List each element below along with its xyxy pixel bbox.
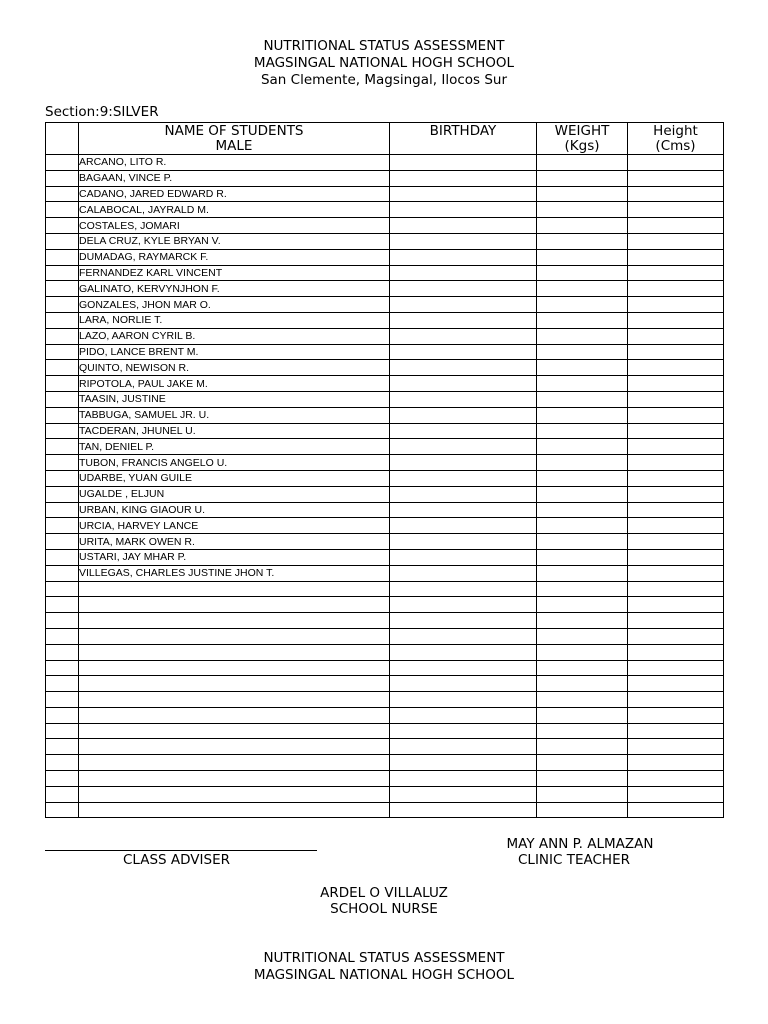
- birthday-cell: [390, 739, 537, 755]
- student-name-cell: FERNANDEZ KARL VINCENT: [79, 265, 390, 281]
- table-row: [46, 486, 724, 502]
- height-cell: [628, 707, 724, 723]
- student-table-body: [46, 155, 724, 818]
- row-number-cell: [46, 534, 79, 550]
- height-cell: [628, 455, 724, 471]
- table-row: [46, 502, 724, 518]
- birthday-cell: [390, 755, 537, 771]
- row-number-cell: [46, 202, 79, 218]
- height-cell: [628, 470, 724, 486]
- row-number-cell: [46, 186, 79, 202]
- row-number-cell: [46, 628, 79, 644]
- height-cell: [628, 297, 724, 313]
- student-name-cell: CADANO, JARED EDWARD R.: [79, 186, 390, 202]
- weight-cell: [537, 581, 628, 597]
- height-cell: [628, 676, 724, 692]
- row-number-cell: [46, 249, 79, 265]
- table-row: [46, 186, 724, 202]
- birthday-cell: [390, 218, 537, 234]
- weight-cell: [537, 391, 628, 407]
- height-cell: [628, 344, 724, 360]
- weight-cell: [537, 249, 628, 265]
- birthday-cell: [390, 312, 537, 328]
- birthday-cell: [390, 676, 537, 692]
- row-number-cell: [46, 692, 79, 708]
- row-number-cell: [46, 739, 79, 755]
- student-name-cell: TACDERAN, JHUNEL U.: [79, 423, 390, 439]
- name-column-header: [79, 123, 390, 155]
- student-name-cell: [79, 739, 390, 755]
- weight-cell: [537, 297, 628, 313]
- birthday-cell: [390, 786, 537, 802]
- weight-cell: [537, 470, 628, 486]
- table-row: [46, 660, 724, 676]
- weight-cell: [537, 502, 628, 518]
- row-number-cell: [46, 407, 79, 423]
- row-number-cell: [46, 312, 79, 328]
- row-number-cell: [46, 786, 79, 802]
- weight-cell: [537, 534, 628, 550]
- student-name-cell: [79, 707, 390, 723]
- weight-cell: [537, 265, 628, 281]
- student-table: [45, 122, 724, 818]
- gender-header-label: MALE: [215, 138, 253, 154]
- row-number-cell: [46, 771, 79, 787]
- table-row: [46, 202, 724, 218]
- row-number-cell: [46, 581, 79, 597]
- row-number-cell: [46, 439, 79, 455]
- table-row: [46, 692, 724, 708]
- height-cell: [628, 723, 724, 739]
- table-row: [46, 565, 724, 581]
- height-cell: [628, 218, 724, 234]
- school-address: San Clemente, Magsingal, Ilocos Sur: [260, 72, 508, 88]
- table-row: [46, 676, 724, 692]
- table-row: [46, 739, 724, 755]
- birthday-cell: [390, 249, 537, 265]
- student-name-cell: ARCANO, LITO R.: [79, 155, 390, 171]
- number-column-header: [46, 123, 79, 155]
- birthday-cell: [390, 518, 537, 534]
- height-cell: [628, 802, 724, 818]
- height-cell: [628, 423, 724, 439]
- row-number-cell: [46, 328, 79, 344]
- weight-cell: [537, 802, 628, 818]
- height-cell: [628, 281, 724, 297]
- table-row: [46, 771, 724, 787]
- table-row: [46, 218, 724, 234]
- height-cell: [628, 581, 724, 597]
- weight-cell: [537, 692, 628, 708]
- weight-cell: [537, 312, 628, 328]
- height-cell: [628, 755, 724, 771]
- student-name-cell: [79, 676, 390, 692]
- student-name-cell: URBAN, KING GIAOUR U.: [79, 502, 390, 518]
- table-row: [46, 518, 724, 534]
- weight-unit-label: (Kgs): [564, 138, 600, 154]
- height-cell: [628, 518, 724, 534]
- row-number-cell: [46, 297, 79, 313]
- height-cell: [628, 407, 724, 423]
- student-name-cell: USTARI, JAY MHAR P.: [79, 549, 390, 565]
- row-number-cell: [46, 170, 79, 186]
- student-name-cell: TAN, DENIEL P.: [79, 439, 390, 455]
- height-cell: [628, 376, 724, 392]
- table-row: [46, 328, 724, 344]
- row-number-cell: [46, 660, 79, 676]
- student-name-cell: DELA CRUZ, KYLE BRYAN V.: [79, 233, 390, 249]
- height-cell: [628, 265, 724, 281]
- weight-cell: [537, 186, 628, 202]
- row-number-cell: [46, 565, 79, 581]
- height-unit-label: (Cms): [655, 138, 696, 154]
- height-cell: [628, 597, 724, 613]
- height-cell: [628, 233, 724, 249]
- birthday-cell: [390, 281, 537, 297]
- table-row: [46, 628, 724, 644]
- birthday-cell: [390, 470, 537, 486]
- weight-cell: [537, 407, 628, 423]
- weight-cell: [537, 707, 628, 723]
- row-number-cell: [46, 502, 79, 518]
- student-name-cell: TUBON, FRANCIS ANGELO U.: [79, 455, 390, 471]
- weight-column-header: [537, 123, 628, 155]
- row-number-cell: [46, 218, 79, 234]
- birthday-cell: [390, 486, 537, 502]
- section-label: Section:9:SILVER: [45, 104, 159, 120]
- student-name-cell: RIPOTOLA, PAUL JAKE M.: [79, 376, 390, 392]
- birthday-cell: [390, 344, 537, 360]
- name-header-label: NAME OF STUDENTS: [164, 123, 304, 139]
- table-row: [46, 360, 724, 376]
- student-name-cell: GONZALES, JHON MAR O.: [79, 297, 390, 313]
- birthday-column-header: [390, 123, 537, 155]
- weight-cell: [537, 360, 628, 376]
- birthday-cell: [390, 407, 537, 423]
- table-row: [46, 344, 724, 360]
- table-row: [46, 534, 724, 550]
- student-name-cell: DUMADAG, RAYMARCK F.: [79, 249, 390, 265]
- student-name-cell: [79, 660, 390, 676]
- table-row: [46, 455, 724, 471]
- weight-cell: [537, 455, 628, 471]
- birthday-cell: [390, 439, 537, 455]
- school-name: MAGSINGAL NATIONAL HOGH SCHOOL: [253, 55, 515, 71]
- birthday-cell: [390, 534, 537, 550]
- table-row: [46, 407, 724, 423]
- student-name-cell: [79, 786, 390, 802]
- weight-cell: [537, 676, 628, 692]
- student-name-cell: PIDO, LANCE BRENT M.: [79, 344, 390, 360]
- row-number-cell: [46, 470, 79, 486]
- weight-cell: [537, 281, 628, 297]
- weight-cell: [537, 723, 628, 739]
- student-name-cell: [79, 723, 390, 739]
- student-name-cell: [79, 755, 390, 771]
- row-number-cell: [46, 755, 79, 771]
- weight-cell: [537, 549, 628, 565]
- birthday-cell: [390, 455, 537, 471]
- height-cell: [628, 391, 724, 407]
- row-number-cell: [46, 155, 79, 171]
- table-row: [46, 549, 724, 565]
- row-number-cell: [46, 613, 79, 629]
- table-row: [46, 439, 724, 455]
- weight-cell: [537, 518, 628, 534]
- weight-cell: [537, 755, 628, 771]
- height-cell: [628, 502, 724, 518]
- table-row: [46, 423, 724, 439]
- birthday-cell: [390, 723, 537, 739]
- birthday-cell: [390, 265, 537, 281]
- table-row: [46, 233, 724, 249]
- weight-cell: [537, 739, 628, 755]
- row-number-cell: [46, 486, 79, 502]
- table-row: [46, 613, 724, 629]
- class-adviser-signature-line: [45, 850, 317, 851]
- row-number-cell: [46, 423, 79, 439]
- row-number-cell: [46, 265, 79, 281]
- table-row: [46, 723, 724, 739]
- student-name-cell: GALINATO, KERVYNJHON F.: [79, 281, 390, 297]
- student-name-cell: [79, 581, 390, 597]
- birthday-cell: [390, 597, 537, 613]
- student-name-cell: UGALDE , ELJUN: [79, 486, 390, 502]
- weight-cell: [537, 771, 628, 787]
- birthday-cell: [390, 613, 537, 629]
- birthday-cell: [390, 581, 537, 597]
- weight-cell: [537, 628, 628, 644]
- height-cell: [628, 312, 724, 328]
- weight-cell: [537, 644, 628, 660]
- row-number-cell: [46, 376, 79, 392]
- height-cell: [628, 613, 724, 629]
- student-name-cell: [79, 613, 390, 629]
- row-number-cell: [46, 549, 79, 565]
- birthday-cell: [390, 660, 537, 676]
- table-row: [46, 786, 724, 802]
- weight-cell: [537, 786, 628, 802]
- weight-cell: [537, 660, 628, 676]
- height-cell: [628, 439, 724, 455]
- birthday-cell: [390, 771, 537, 787]
- height-column-header: [628, 123, 724, 155]
- table-row: [46, 297, 724, 313]
- student-name-cell: BAGAAN, VINCE P.: [79, 170, 390, 186]
- table-header-row: [46, 123, 724, 155]
- weight-cell: [537, 597, 628, 613]
- footer-title: NUTRITIONAL STATUS ASSESSMENT: [263, 950, 505, 966]
- student-name-cell: [79, 802, 390, 818]
- weight-cell: [537, 202, 628, 218]
- table-row: [46, 802, 724, 818]
- row-number-cell: [46, 455, 79, 471]
- table-row: [46, 249, 724, 265]
- school-nurse-label: SCHOOL NURSE: [330, 901, 438, 917]
- table-row: [46, 170, 724, 186]
- table-row: [46, 281, 724, 297]
- weight-cell: [537, 155, 628, 171]
- weight-cell: [537, 233, 628, 249]
- birthday-cell: [390, 644, 537, 660]
- student-name-cell: COSTALES, JOMARI: [79, 218, 390, 234]
- height-cell: [628, 771, 724, 787]
- birthday-cell: [390, 549, 537, 565]
- height-cell: [628, 644, 724, 660]
- row-number-cell: [46, 707, 79, 723]
- student-name-cell: QUINTO, NEWISON R.: [79, 360, 390, 376]
- student-name-cell: UDARBE, YUAN GUILE: [79, 470, 390, 486]
- student-name-cell: [79, 628, 390, 644]
- student-name-cell: URCIA, HARVEY LANCE: [79, 518, 390, 534]
- height-header-label: Height: [653, 123, 698, 139]
- height-cell: [628, 202, 724, 218]
- table-row: [46, 707, 724, 723]
- height-cell: [628, 692, 724, 708]
- student-name-cell: [79, 644, 390, 660]
- birthday-cell: [390, 391, 537, 407]
- height-cell: [628, 628, 724, 644]
- table-row: [46, 644, 724, 660]
- height-cell: [628, 549, 724, 565]
- height-cell: [628, 660, 724, 676]
- weight-cell: [537, 328, 628, 344]
- weight-cell: [537, 218, 628, 234]
- student-name-cell: [79, 692, 390, 708]
- row-number-cell: [46, 391, 79, 407]
- table-row: [46, 391, 724, 407]
- height-cell: [628, 249, 724, 265]
- height-cell: [628, 186, 724, 202]
- row-number-cell: [46, 597, 79, 613]
- table-row: [46, 265, 724, 281]
- student-name-cell: TAASIN, JUSTINE: [79, 391, 390, 407]
- table-row: [46, 470, 724, 486]
- student-name-cell: TABBUGA, SAMUEL JR. U.: [79, 407, 390, 423]
- row-number-cell: [46, 281, 79, 297]
- table-row: [46, 376, 724, 392]
- birthday-cell: [390, 186, 537, 202]
- weight-cell: [537, 344, 628, 360]
- birthday-cell: [390, 502, 537, 518]
- weight-cell: [537, 376, 628, 392]
- birthday-cell: [390, 360, 537, 376]
- birthday-cell: [390, 155, 537, 171]
- height-cell: [628, 739, 724, 755]
- table-row: [46, 155, 724, 171]
- weight-cell: [537, 423, 628, 439]
- document-title: NUTRITIONAL STATUS ASSESSMENT: [263, 38, 505, 54]
- birthday-cell: [390, 297, 537, 313]
- row-number-cell: [46, 676, 79, 692]
- height-cell: [628, 486, 724, 502]
- clinic-teacher-label: CLINIC TEACHER: [518, 852, 630, 868]
- table-row: [46, 581, 724, 597]
- birthday-cell: [390, 802, 537, 818]
- birthday-cell: [390, 170, 537, 186]
- height-cell: [628, 328, 724, 344]
- row-number-cell: [46, 518, 79, 534]
- birthday-cell: [390, 565, 537, 581]
- birthday-cell: [390, 692, 537, 708]
- birthday-cell: [390, 707, 537, 723]
- student-name-cell: LARA, NORLIE T.: [79, 312, 390, 328]
- height-cell: [628, 534, 724, 550]
- weight-cell: [537, 170, 628, 186]
- birthday-cell: [390, 376, 537, 392]
- clinic-teacher-name: MAY ANN P. ALMAZAN: [506, 836, 654, 852]
- weight-cell: [537, 439, 628, 455]
- table-row: [46, 755, 724, 771]
- student-name-cell: LAZO, AARON CYRIL B.: [79, 328, 390, 344]
- student-name-cell: [79, 771, 390, 787]
- height-cell: [628, 360, 724, 376]
- student-name-cell: CALABOCAL, JAYRALD M.: [79, 202, 390, 218]
- birthday-header-label: BIRTHDAY: [429, 123, 497, 139]
- birthday-cell: [390, 328, 537, 344]
- school-nurse-name: ARDEL O VILLALUZ: [320, 885, 448, 901]
- footer-school-name: MAGSINGAL NATIONAL HOGH SCHOOL: [253, 967, 515, 983]
- birthday-cell: [390, 628, 537, 644]
- weight-cell: [537, 565, 628, 581]
- row-number-cell: [46, 802, 79, 818]
- student-name-cell: URITA, MARK OWEN R.: [79, 534, 390, 550]
- row-number-cell: [46, 723, 79, 739]
- row-number-cell: [46, 233, 79, 249]
- table-row: [46, 597, 724, 613]
- student-name-cell: VILLEGAS, CHARLES JUSTINE JHON T.: [79, 565, 390, 581]
- student-name-cell: [79, 597, 390, 613]
- height-cell: [628, 170, 724, 186]
- birthday-cell: [390, 423, 537, 439]
- height-cell: [628, 565, 724, 581]
- weight-header-label: WEIGHT: [554, 123, 610, 139]
- row-number-cell: [46, 344, 79, 360]
- birthday-cell: [390, 202, 537, 218]
- row-number-cell: [46, 644, 79, 660]
- table-row: [46, 312, 724, 328]
- weight-cell: [537, 486, 628, 502]
- class-adviser-label: CLASS ADVISER: [122, 852, 230, 868]
- weight-cell: [537, 613, 628, 629]
- birthday-cell: [390, 233, 537, 249]
- row-number-cell: [46, 360, 79, 376]
- height-cell: [628, 155, 724, 171]
- height-cell: [628, 786, 724, 802]
